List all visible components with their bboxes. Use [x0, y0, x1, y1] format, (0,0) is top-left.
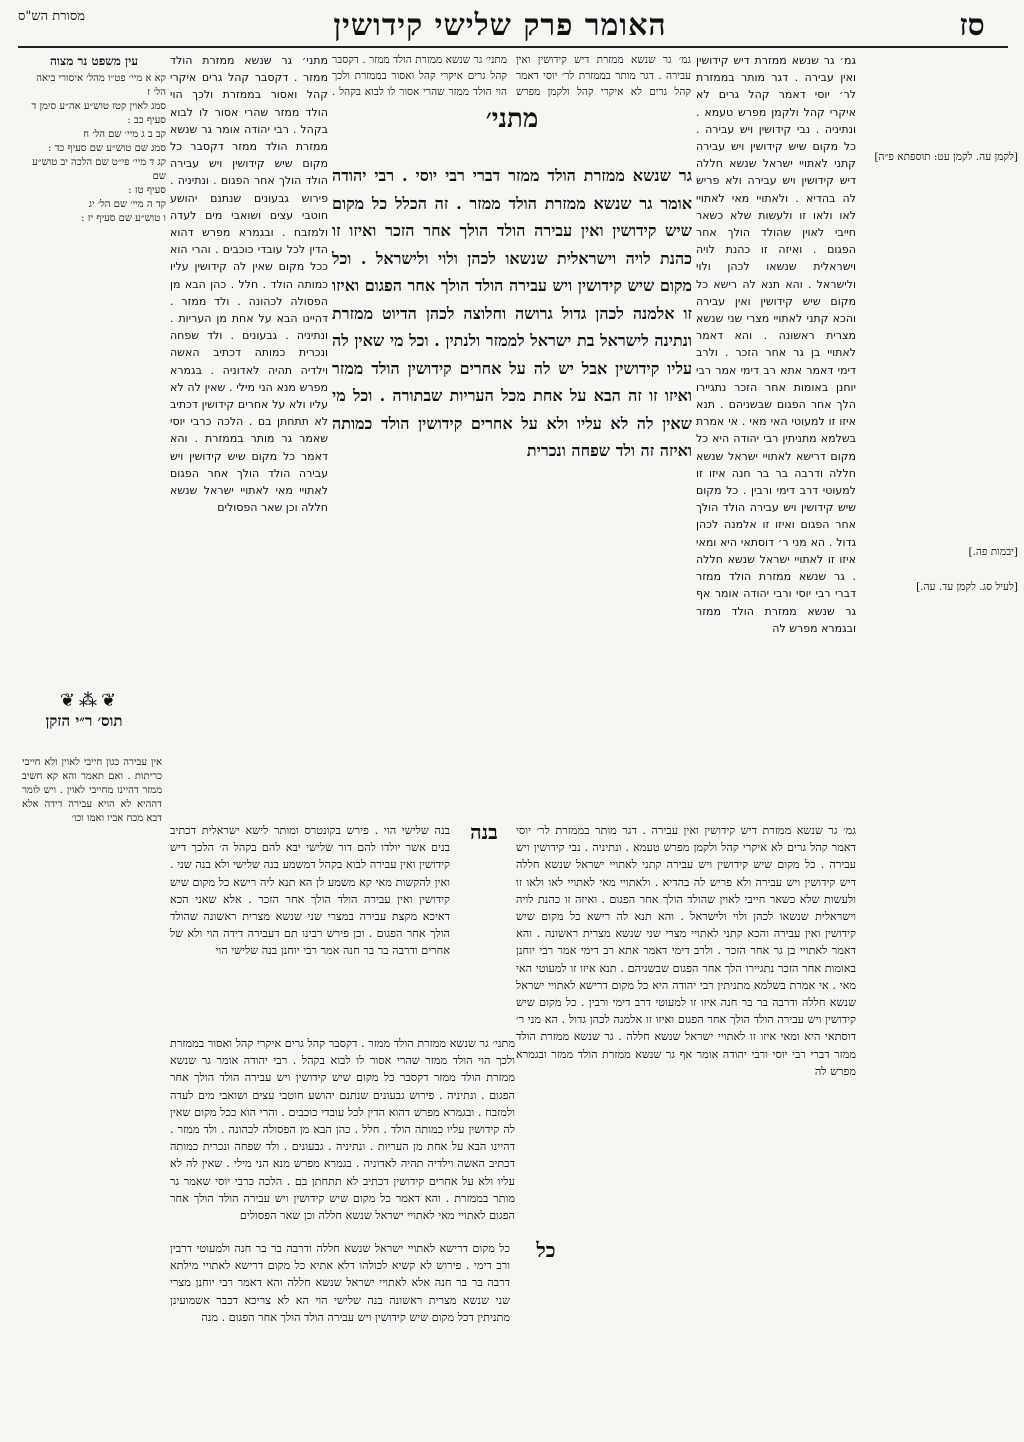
mishnah-header: מתני׳ — [485, 104, 539, 134]
ein-line: קא א מיי׳ פט״ו מהל׳ איסורי ביאה הל׳ ז — [36, 73, 166, 98]
bottom-left-header: בנה — [470, 820, 498, 844]
masoret-label: מסורת הש"ס — [18, 9, 85, 24]
commentary-top-right: גמ׳ גר שנשא ממזרת דיש קידושין ואין עבירה . דגר מותר בממזרת לר׳ יוסי דאמר קהל גרים לא איקרי קהל ולקמן מפרש — [516, 54, 691, 98]
page-title: האומר פרק שלישי קידושין — [333, 8, 667, 43]
margin-note: [יבמות פה.] — [968, 546, 1018, 558]
ein-line: סמג לאוין קטז טוש״ע אה״ע סימן ד — [31, 101, 166, 112]
ein-line: סעיף טז : — [128, 185, 166, 196]
bottom-right-text: גמ׳ גר שנשא ממזרת דיש קידושין ואין עבירה . דגר מותר בממזרת לר׳ יוסי דאמר קהל גרים לא איקרי קהל ולקמן מפרש טעמא . ונתיניה . נבי קידושין ויש עבירה . כל מקום שיש קידושין ויש עבירה קתני לאתויי ישראל שנשא חללה דיש קידושין ויש עבירה ולא פריש לה בהדיא . ולאתויי מאי לאתויי לאו ולאו זו ולעשות שלא כשאר חייבי לאוין שהולד הולך אחר הפגום . ואיזה זו כהנת לויה וישראלית שנשאו לכהן ולוי ולישראל . והא תנא לה רישא כל מקום שיש קידושין ואין עבירה והכא קתני לאתויי מצרי שני שנשא מצרית ראשונה . והא דאמר לאתויי בן גר אחר הזכר . ולרב דימי דאמר אתא רב דימי אמר רבי יוחנן באומות אחר הזכר נתגיירו הלך אחר הפגום שבשניהם . תנא איזו זו למעוטי האי מאי . אי אמרת בשלמא מתניתין רבי יהודה היא כל מקום דרישא לאתויי ישראל שנשא חללה ודרבה בר בר חנה איזו זו למעוטי דרב דימי ורבין . כל מקום שיש קידושין ויש עבירה הולד הולך אחר הפגום ואיזו זו אלמנה לכהן גדול . הא מני ר׳ דוסתאי היא ומאי איזו זו לאתויי ישראל שנשא חללה . גר שנשא ממזרת הולד ממזר דברי רבי יוסי ורבי יהודה אומר אף גר שנשא ממזרת הולד ממזר ובגמרא מפרש לה — [516, 824, 856, 1078]
margin-note: [לעיל סג. לקמן עד. עה.] — [916, 581, 1018, 593]
tosafot-rid-text: אין עבירה כגון חייבי לאוין ולא חייבי כריתות . ואם תאמר והא קא חשיב ממזר דהיינו מחייבי לאוין . ויש לומר דההיא לא הויא עבירה דידה אלא דבא מכח אביו ואמו וכו׳ — [22, 757, 162, 824]
tosafot-rid-title: תוס׳ ר״י הזקן — [45, 712, 123, 730]
ein-line: קב ב ג מיי׳ שם הל׳ ח — [83, 129, 166, 140]
margin-notes — [858, 150, 1018, 595]
commentary-top-left: מתני׳ גר שנשא ממזרת הולד ממזר . דקסבר קהל גרים איקרי קהל ואסור בממזרת ולכך הוי הולד ממזר שהרי אסור לו לבוא בקהל . — [332, 54, 507, 98]
ornament-divider: ❦⁂❦ — [59, 690, 121, 711]
bottom-right-header: כל — [536, 1238, 556, 1262]
header-divider — [18, 46, 1008, 48]
folio-number: סז — [959, 8, 985, 43]
ein-line: קד ה מיי׳ שם הל׳ יג — [88, 199, 166, 210]
bottom-left-text-2: מתני׳ גר שנשא ממזרת הולד ממזר . דקסבר קהל גרים איקרי קהל ואסור בממזרת ולכך הוי הולד ממזר שהרי אסור לו לבוא בקהל . רבי יהודה אומר גר שנשא ממזרת הולד ממזר דקסבר כל מקום שיש קידושין ויש עבירה הולד הולך אחר הפגום . ונתיניה . פירוש גבעונים שנתנם יהושע חוטבי עצים ושואבי מים לעדה ולמזבח . ובגמרא מפרש דהוא הדין לכל עובדי כוכבים . והרי הוא ככל מקום שאין לה קידושין עליו כמותה הולד . חלל . כהן הבא מן הפסולה לכהונה . ולד ממזר . דהיינו הבא על אחת מן העריות . ונתיניה . גבעונים . ולד שפחה ונכרית כמותה דכתיב האשה וילדיה תהיה לאדוניה . בגמרא מפרש מנא הני מילי . שאין לה לא עליו ולא על אחרים קידושין דכתיב לא תתחתן בם . הלכה כרבי יוסי שאמר גר מותר בממזרת . והא דאמר כל מקום שיש קידושין ויש עבירה הולד הולך אחר הפגום לאתויי מאי לאתויי ישראל שנשא חללה וכן שאר הפסולים — [170, 1037, 515, 1223]
ein-mishpat-title: עין משפט נר מצוה — [49, 54, 139, 68]
bottom-left-text: בנה שלישי הוי . פירש בקונטרס ומותר לישא ישראלית דכתיב בנים אשר יולדו להם דור שלישי יבא להם בקהל ה׳ הלכך דיש קידושין ואין עבירה לבוא בקהל דמשמע בנה שלישי ולא בנה שני . ואין להקשות מאי קא משמע לן הא תנא ליה רישא כל מקום שיש קידושין ואין עבירה הולד הולך אחר הזכר . אלא שאני הכא דאיכא מקצת עבירה במצרי שני שנשא מצרית ראשונה שהולד הולך אחר הפגום . וכן פירש רבינו תם דעבירה דידה הוי ולא של אחרים ודרבה בר בר חנה אמר רבי יוחנן בנה שלישי הוי — [170, 824, 450, 958]
ein-line: ו טוש״ע שם סעיף יז : — [81, 213, 166, 224]
ein-line: קג ד מיי׳ פי״ט שם הלכה יב טוש״ע שם — [32, 157, 166, 182]
commentary-right: גמ׳ גר שנשא ממזרת דיש קידושין ואין עבירה . דגר מותר בממזרת לר׳ יוסי דאמר קהל גרים לא איקרי קהל ולקמן מפרש טעמא . ונתיניה . נבי קידושין ויש עבירה . כל מקום שיש קידושין ויש עבירה קתני לאתויי ישראל שנשא חללה דיש קידושין ויש עבירה ולא פריש לה בהדיא . ולאתויי מאי לאתויי לאו ולאו זו ולעשות שלא כשאר חייבי לאוין שהולד הולך אחר הפגום . ואיזה זו כהנת לויה וישראלית שנשאו לכהן ולוי ולישראל . והא תנא לה רישא כל מקום שיש קידושין ואין עבירה והכא קתני לאתויי מצרי שני שנשא מצרית ראשונה . והא דאמר לאתויי בן גר אחר הזכר . ולרב דימי דאמר אתא רב דימי אמר רבי יוחנן באומות אחר הזכר נתגיירו הלך אחר הפגום שבשניהם . תנא איזו זו למעוטי האי מאי . אי אמרת בשלמא מתניתין רבי יהודה היא כל מקום דרישא לאתויי ישראל שנשא חללה ודרבה בר בר חנה איזו זו למעוטי דרב דימי ורבין . כל מקום שיש קידושין ויש עבירה הולד הולך אחר הפגום ואיזו זו אלמנה לכהן גדול . הא מני ר׳ דוסתאי היא ומאי איזו זו לאתויי ישראל שנשא חללה . גר שנשא ממזרת הולד ממזר דברי רבי יוסי ורבי יהודה אומר אף גר שנשא ממזרת הולד ממזר ובגמרא מפרש לה — [696, 54, 856, 635]
commentary-left: מתני׳ גר שנשא ממזרת הולד ממזר . דקסבר קהל גרים איקרי קהל ואסור בממזרת ולכך הוי הולד ממזר שהרי אסור לו לבוא בקהל . רבי יהודה אומר גר שנשא ממזרת הולד ממזר דקסבר כל מקום שיש קידושין ויש עבירה הולד הולך אחר הפגום . ונתיניה . פירוש גבעונים שנתנם יהושע חוטבי עצים ושואבי מים לעדה ולמזבח . ובגמרא מפרש דהוא הדין לכל עובדי כוכבים . והרי הוא ככל מקום שאין לה קידושין עליו כמותה הולד . חלל . כהן הבא מן הפסולה לכהונה . ולד ממזר . דהיינו הבא על אחת מן העריות . ונתיניה . גבעונים . ולד שפחה ונכרית כמותה דכתיב האשה וילדיה תהיה לאדוניה . בגמרא מפרש מנא הני מילי . שאין לה לא עליו ולא על אחרים קידושין דכתיב לא תתחתן בם . הלכה כרבי יוסי שאמר גר מותר בממזרת . והא דאמר כל מקום שיש קידושין ויש עבירה הולד הולך אחר הפגום לאתויי מאי לאתויי ישראל שנשא חללה וכן שאר הפסולים — [170, 54, 328, 515]
gemara-main-text: גר שנשא ממזרת הולד ממזר דברי רבי יוסי . רבי יהודה אומר גר שנשא ממזרת הולד ממזר . זה הכלל כל מקום שיש קידושין ואין עבירה הולד הולך אחר הזכר ואיזו זו כהנת לויה וישראלית שנשאו לכהן ולוי ולישראל . וכל מקום שיש קידושין ויש עבירה הולד הולך אחר הפגום ואיזו זו אלמנה לכהן גדול גרושה וחלוצה לכהן הדיוט ממזרת ונתינה לישראל בת ישראל לממזר ולנתין . וכל מי שאין לה עליו קידושין אבל יש לה על אחרים קידושין הולד ממזר ואיזו זו זה הבא על אחת מכל העריות שבתורה . וכל מי שאין לה לא עליו ולא על אחרים קידושין הולד כמותה ואיזה זה ולד שפחה ונכרית — [332, 166, 692, 460]
ein-mishpat — [22, 72, 166, 226]
ein-line: סמג שם טוש״ע שם סעיף כד : — [48, 143, 166, 154]
bottom-left-continued: כל מקום דרישא לאתויי ישראל שנשא חללה ודרבה בר בר חנה ולמעוטי דרבין ורב דימי . פירוש לא קשיא לכולהו דלא אתיא כל מקום דרישא לאתויי מילתא דרבה בר בר חנה אלא לאתויי ישראל שנשא חללה והא דאמר רבי יוחנן מצרי שני שנשא מצרית ראשונה בנה שלישי הוי הא לא צריכא דכבר אשמועינן מתניתין דכל מקום שיש קידושין ויש עבירה הולד הולך אחר הפגום . מנה — [170, 1242, 510, 1324]
ein-line: סעיף כב : — [127, 115, 166, 126]
margin-note: [לקמן עה. לקמן עט: תוספתא פ״ה] — [874, 151, 1018, 163]
